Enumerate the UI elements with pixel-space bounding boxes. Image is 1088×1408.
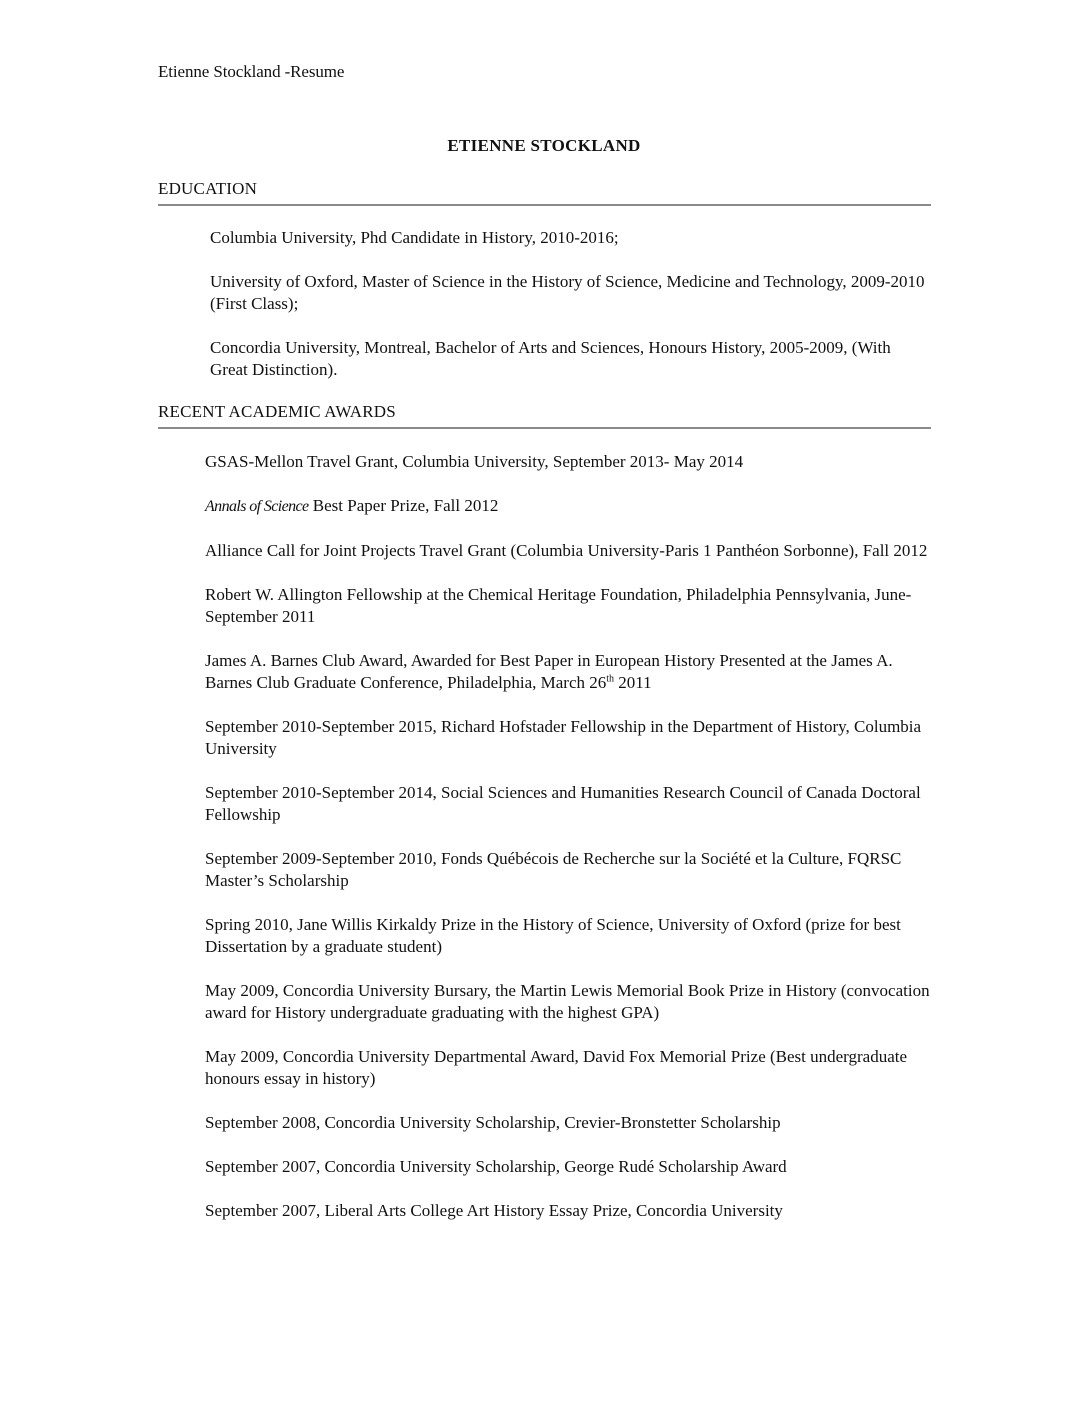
award-item: Robert W. Allington Fellowship at the Chemical Heritage Foundation, Philadelphia Pennsylvania, June-September 2011: [205, 585, 912, 626]
section-heading-awards: RECENT ACADEMIC AWARDS: [158, 402, 931, 429]
award-item: September 2007, Concordia University Scholarship, George Rudé Scholarship Award: [205, 1157, 787, 1176]
award-item: Alliance Call for Joint Projects Travel Grant (Columbia University-Paris 1 Panthéon Sorbonne), Fall 2012: [205, 541, 928, 560]
education-item: Concordia University, Montreal, Bachelor of Arts and Sciences, Honours History, 2005-2009, (With Great Distinction).: [210, 338, 891, 379]
award-item: September 2010-September 2014, Social Sciences and Humanities Research Council of Canada Doctoral Fellowship: [205, 783, 921, 824]
award-item: [205, 495, 931, 518]
award-item: May 2009, Concordia University Bursary, the Martin Lewis Memorial Book Prize in History (convocation award for History undergraduate graduating with the highest GPA): [205, 981, 930, 1022]
award-item: September 2009-September 2010, Fonds Québécois de Recherche sur la Société et la Culture, FQRSC Master’s Scholarship: [205, 849, 902, 890]
award-item-text: 2011: [614, 673, 652, 692]
award-item-text: James A. Barnes Club Award, Awarded for Best Paper in European History Presented at the James A. Barnes Club Graduate Conference, Philadelphia, March 26: [205, 651, 893, 692]
awards-list: [205, 451, 931, 1244]
journal-title: Annals of Science: [205, 498, 309, 515]
award-item: September 2008, Concordia University Scholarship, Crevier-Bronstetter Scholarship: [205, 1113, 781, 1132]
award-item: September 2007, Liberal Arts College Art History Essay Prize, Concordia University: [205, 1201, 783, 1220]
award-item: May 2009, Concordia University Departmental Award, David Fox Memorial Prize (Best undergraduate honours essay in history): [205, 1047, 908, 1088]
section-heading-education: EDUCATION: [158, 179, 931, 206]
award-item: GSAS-Mellon Travel Grant, Columbia University, September 2013- May 2014: [205, 452, 744, 471]
document-title: ETIENNE STOCKLAND: [447, 136, 641, 155]
education-item: University of Oxford, Master of Science in the History of Science, Medicine and Technology, 2009-2010 (First Class);: [210, 272, 925, 313]
award-item-text: Best Paper Prize, Fall 2012: [308, 496, 499, 515]
education-item: Columbia University, Phd Candidate in History, 2010-2016;: [210, 228, 619, 247]
ordinal-suffix: th: [606, 673, 615, 685]
running-header: Etienne Stockland -Resume: [158, 62, 345, 81]
award-item: September 2010-September 2015, Richard Hofstader Fellowship in the Department of History, Columbia University: [205, 717, 922, 758]
education-list: [210, 227, 930, 403]
award-item: [205, 650, 931, 694]
award-item: Spring 2010, Jane Willis Kirkaldy Prize in the History of Science, University of Oxford (prize for best Dissertation by a graduate student): [205, 915, 901, 956]
